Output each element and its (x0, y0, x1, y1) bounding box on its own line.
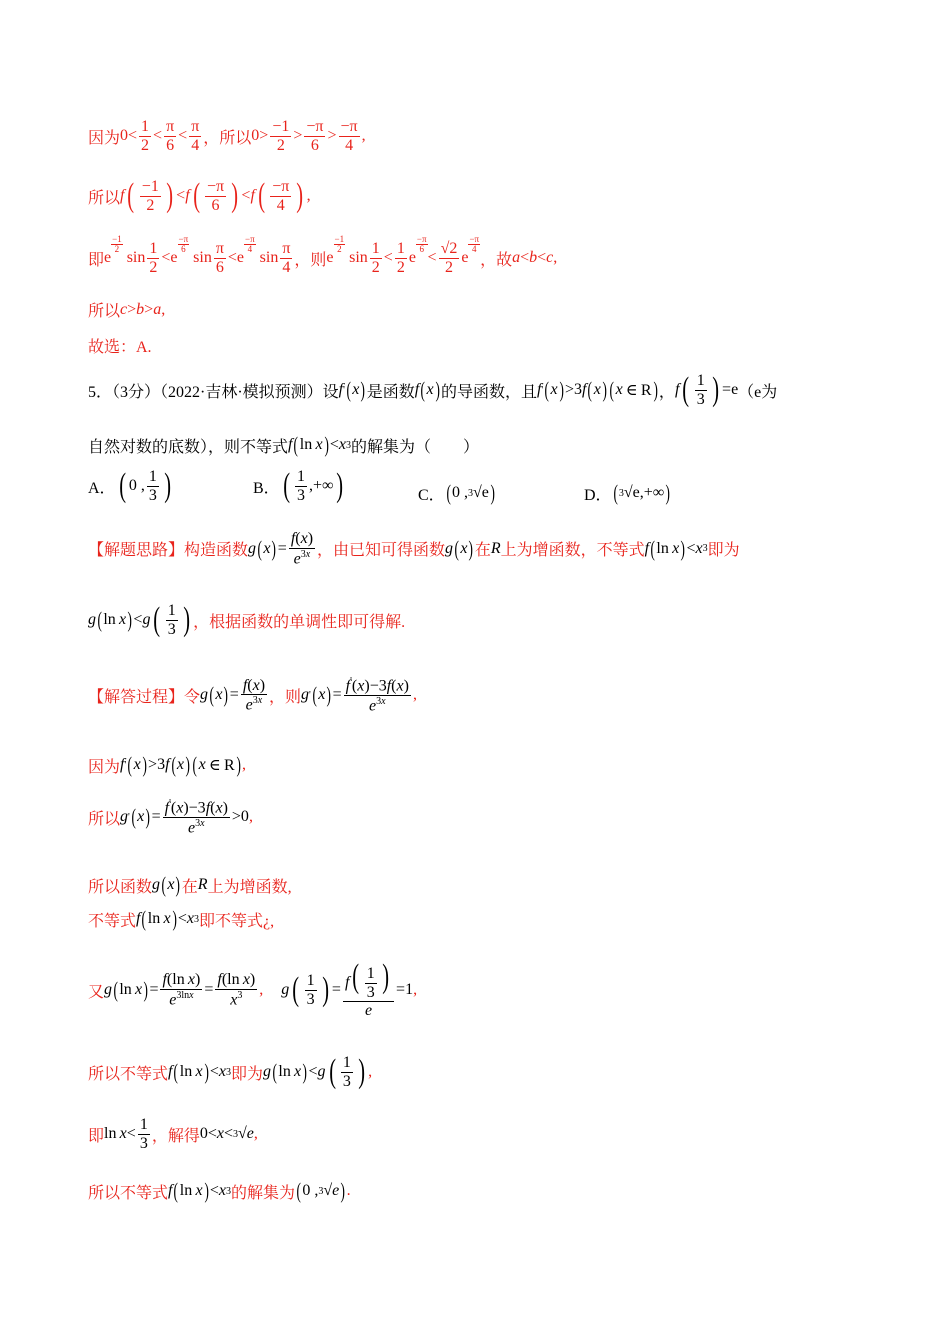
line-because-ineq: 因为 0< $\frac{1}{2}$ < $\frac{\pi}{6}$ < $\frac{\pi}{4}$ ，所以 0> $\frac{-1}{2}$ > $\frac{-\pi}{6}$ > $\frac{-\pi}{4}$ , (88, 118, 366, 154)
line-solution-set: 所以不等式 f ( ln x ) < x 3 的解集为 ( 0 , 3 √ e ) . (88, 1178, 351, 1203)
line-g-increasing: 所以函数 g ( x ) 在 R 上为增函数, (88, 872, 292, 897)
option-d[interactable]: D． ( 3 √e ,+∞ ) (584, 480, 671, 505)
solution-idea-2: g ( ln x ) < g ( $\frac{1}{3}$ ) ，根据函数的单调性即可得解. (88, 601, 406, 639)
option-b[interactable]: B． ( $\frac{1}{3}$ ,+∞ ) (253, 467, 344, 505)
line-ineq-equiv: 不等式 f ( ln x ) < x 3 即不等式¿, (88, 906, 275, 931)
question-5-line1: 5．（3分）（2022·吉林·模拟预测）设 f ' ( x ) 是函数 f ( x ) 的导函数，且 f ' ( x ) >3 f ( x ) ( x ∈ R ) ， f ( $\frac{1}{3}$ ) =e （e为 (88, 371, 778, 409)
line-c-b-a: 所以 c > b > a , (88, 300, 166, 320)
line-because-deriv: 因为 f ' ( x ) >3 f ( x ) ( x ∈ R ) , (88, 752, 246, 777)
tag-idea: 【解题思路】构造函数 (88, 542, 249, 560)
text-because: 因为 (88, 129, 121, 147)
option-c[interactable]: C． ( 0 , 3 √e ) (418, 480, 495, 505)
line-so-ineq: 所以不等式 f ( ln x ) < x 3 即为 g ( ln x ) < g ( $\frac{1}{3}$ ) , (88, 1053, 373, 1091)
line-so-deriv-positive: 所以 g ' ( x ) = $\frac{f'(x)-3f(x)}{e^{3x}}$ >0 , (88, 798, 253, 837)
line-answer-a: 故选：A. (88, 339, 152, 356)
line-so-f: 所以 f ( $\frac{-1}{2}$ ) < f ( $\frac{-\pi}{6}$ ) < f ( $\frac{-\pi}{4}$ ) , (88, 177, 311, 215)
question-5-line2: 自然对数的底数），则不等式 f ( ln x ) < x 3 的解集为（ ） (88, 432, 480, 457)
solution-idea: 【解题思路】构造函数 g ( x ) = $\frac{f(x)}{e^{3x}}$ ，由已知可得函数 g ( x ) 在 R 上为增函数，不等式 f ( ln x ) < x 3 即为 (88, 530, 740, 567)
line-ji-exp: 即 e −1 2 sin $\frac{1}{2}$ < e −π 6 sin $\frac{\pi}{6}$ < e −π 4 sin $\frac{\pi}{4}$ ，则 e −1 2 sin $\frac{1}{2}$ < $\frac{1}{2}$ e −π 6 < $\frac{√2}{2}$ e −π 4 ，故 a < b < c , (88, 234, 558, 276)
line-also-g: 又 g ( ln x ) = $\frac{\text{f(ln x)}}{e^{3lnx}}$ = $\frac{\text{f(ln x)}}{x^3}$ , g ( $\frac{1}{3}$ ) = f( $\frac{1}{3}$ ) e =1 , (88, 958, 418, 1020)
option-a[interactable]: A． ( 0 , $\frac{1}{3}$ ) (88, 467, 171, 505)
frac-1-2: $\frac{1}{2}$ (141, 118, 150, 154)
solution-process: 【解答过程】令 g ( x ) = $\frac{f(x)}{e^{3x}}$ ，则 g ' ( x ) = $\frac{f'(x)-3f(x)}{e^{3x}}$ , (88, 676, 417, 715)
line-ln-x: 即 ln x < $\frac{1}{3}$ ，解得 0< x < 3 √ e , (88, 1116, 258, 1152)
tag-process: 【解答过程】令 (88, 688, 201, 706)
